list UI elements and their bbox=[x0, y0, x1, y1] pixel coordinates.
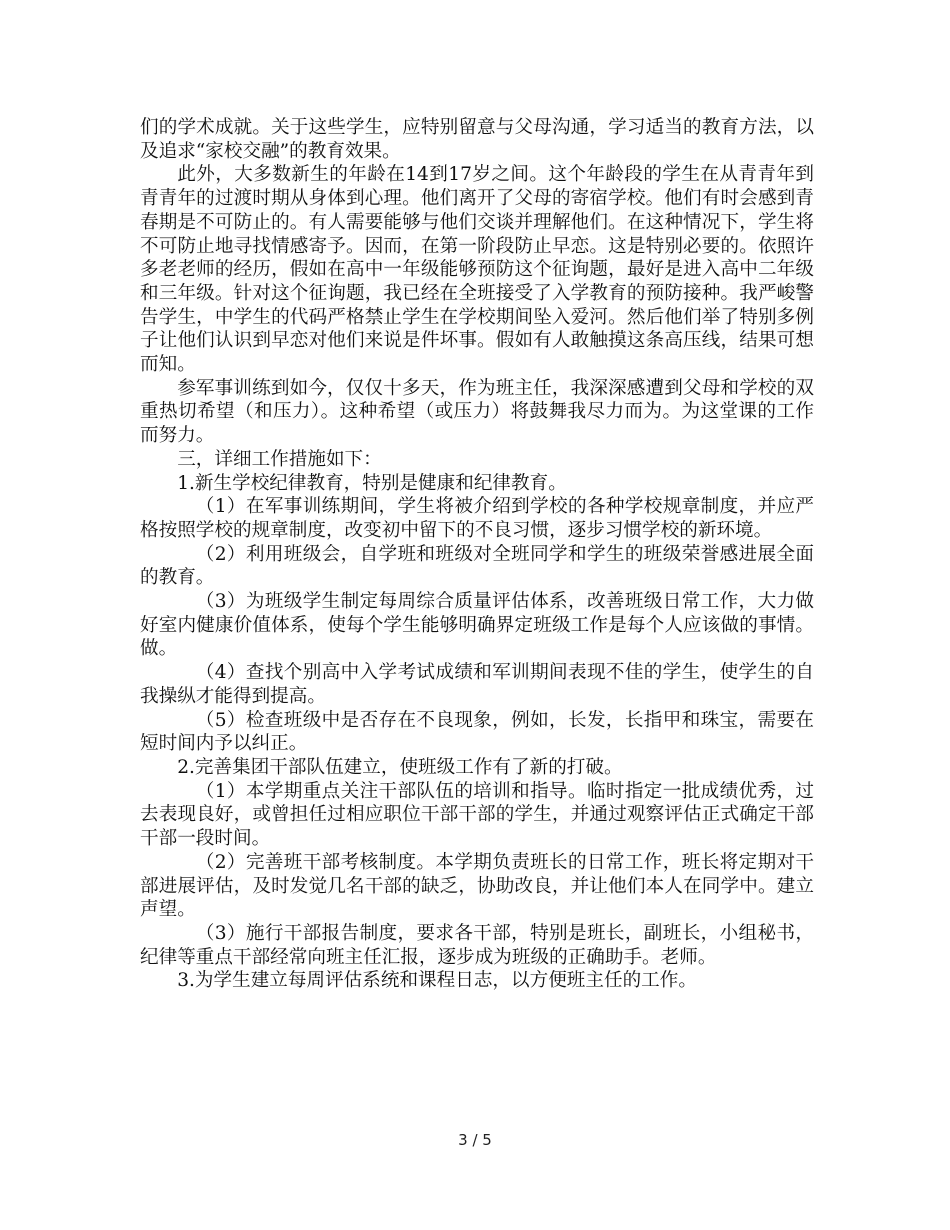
page-indicator: 3 / 5 bbox=[458, 1131, 492, 1149]
item-2-sub-2: （2）完善班干部考核制度。本学期负责班长的日常工作，班长将定期对干部进展评估，及时发觉几名干部的缺乏，协助改良，并让他们本人在同学中。建立声望。 bbox=[140, 851, 814, 921]
paragraph-1: 们的学术成就。关于这些学生，应特别留意与父母沟通，学习适当的教育方法，以及追求“家校交融”的教育效果。 bbox=[140, 117, 814, 162]
paragraph-2: 此外，大多数新生的年龄在14到17岁之间。这个年龄段的学生在从青青年到青青年的过渡时期从身体到心理。他们离开了父母的寄宿学校。他们有时会感到青春期是不可防止的。有人需要能够与他们交谈并理解他们。在这种情况下，学生将不可防止地寻找情感寄予。因而，在第一阶段防止早恋。这是特别必要的。依照许多老老师的经历，假如在高中一年级能够预防这个征询题，最好是进入高中二年级和三年级。针对这个征询题，我已经在全班接受了入学教育的预防接种。我严峻警告学生，中学生的代码严格禁止学生在学校期间坠入爱河。然后他们举了特别多例子让他们认识到早恋对他们来说是件坏事。假如有人敢触摸这条高压线，结果可想而知。 bbox=[140, 164, 814, 376]
item-1-heading: 1.新生学校纪律教育，特别是健康和纪律教育。 bbox=[177, 472, 567, 494]
item-1-sub-4: （4）查找个别高中入学考试成绩和军训期间表现不佳的学生，使学生的自我操纵才能得到提高。 bbox=[140, 662, 814, 707]
document-body bbox=[140, 116, 814, 993]
item-2-sub-1: （1）本学期重点关注干部队伍的培训和指导。临时指定一批成绩优秀，过去表现良好，或曾担任过相应职位干部干部的学生，并通过观察评估正式确定干部干部一段时间。 bbox=[140, 780, 814, 850]
item-2-heading: 2.完善集团干部队伍建立，使班级工作有了新的打破。 bbox=[177, 756, 623, 778]
paragraph-3: 参军事训练到如今，仅仅十多天，作为班主任，我深深感遭到父母和学校的双重热切希望（和压力）。这种希望（或压力）将鼓舞我尽力而为。为这堂课的工作而努力。 bbox=[140, 377, 814, 447]
item-3-heading: 3.为学生建立每周评估系统和课程日志，以方便班主任的工作。 bbox=[177, 970, 697, 992]
item-1-sub-3: （3）为班级学生制定每周综合质量评估体系，改善班级日常工作，大力做好室内健康价值体系，使每个学生能够明确界定班级工作是每个人应该做的事情。做。 bbox=[140, 591, 814, 660]
section-heading-3: 三，详细工作措施如下： bbox=[177, 448, 382, 470]
item-1-sub-2: （2）利用班级会，自学班和班级对全班同学和学生的班级荣誉感进展全面的教育。 bbox=[140, 543, 814, 589]
item-1-sub-5: （5）检查班级中是否存在不良现象，例如，长发，长指甲和珠宝，需要在短时间内予以纠正。 bbox=[140, 709, 814, 755]
item-2-sub-3: （3）施行干部报告制度，要求各干部，特别是班长，副班长，小组秘书，纪律等重点干部经常向班主任汇报，逐步成为班级的正确助手。老师。 bbox=[140, 922, 814, 968]
item-1-sub-1: （1）在军事训练期间，学生将被介绍到学校的各种学校规章制度，并应严格按照学校的规章制度，改变初中留下的不良习惯，逐步习惯学校的新环境。 bbox=[140, 496, 814, 541]
